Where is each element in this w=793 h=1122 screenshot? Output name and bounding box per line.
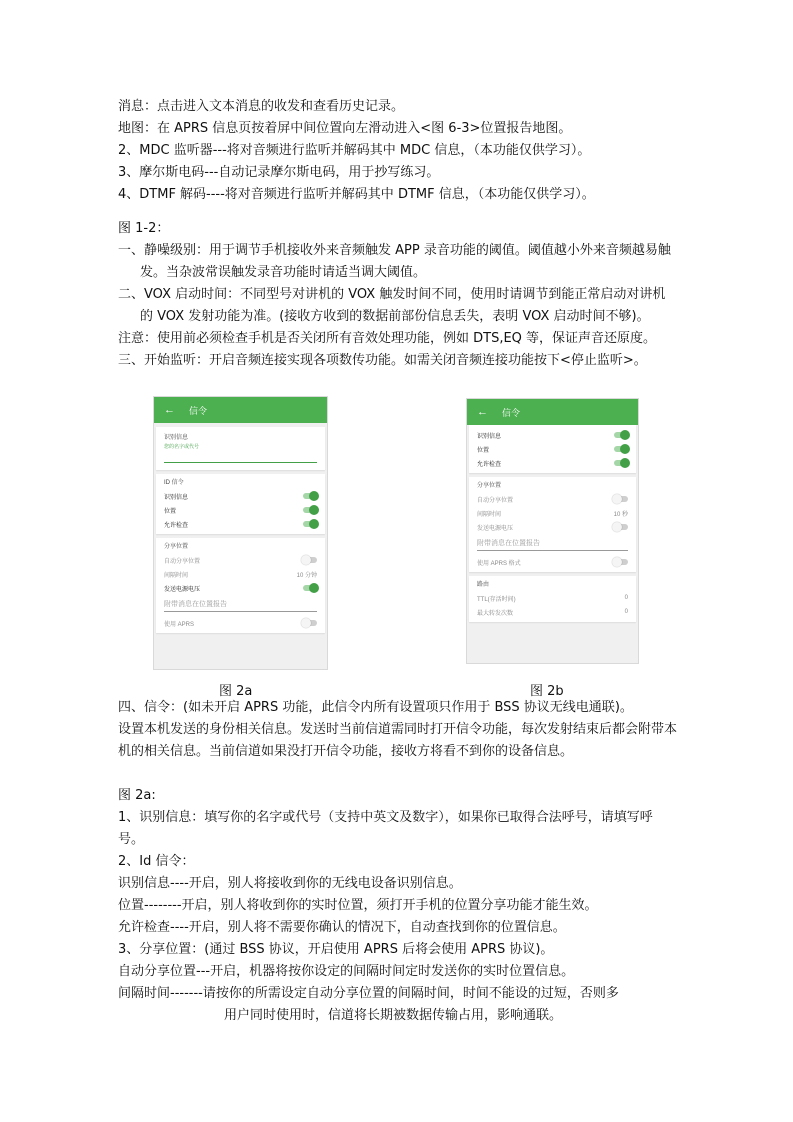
setting-row [164,581,317,595]
attach-message-input[interactable]: 附带消息在位置报告 [477,540,540,547]
setting-label: 自动分享位置 [477,497,514,504]
setting-label: 位置 [164,508,177,515]
signal-section [118,697,678,763]
setting-row [477,555,628,569]
setting-row [164,616,317,630]
setting-label: 间隔时间 [477,511,502,518]
route-card [469,576,636,622]
app-bar [154,397,327,423]
setting-row [477,456,628,470]
app-bar [467,399,638,425]
hops-value: 0 [624,609,628,615]
text-line: 允许检查----开启，别人将不需要你确认的情况下，自动查找到你的位置信息。 [118,920,566,935]
setting-row [477,428,628,442]
setting-label: 最大转发次数 [477,610,514,617]
interval-value: 10 分钟 [296,572,317,579]
text-line: 3、分享位置：(通过 BSS 协议，开启使用 APRS 后将会使用 APRS 协议)。 [118,942,554,957]
interval-value: 10 秒 [613,511,628,518]
setting-row[interactable] [164,567,317,581]
paragraph-note: 注意：使用前必须检查手机是否关闭所有音效处理功能，例如 DTS,EQ 等，保证声音还原度。 [118,331,657,346]
setting-label: 识别信息 [164,494,189,501]
setting-row [164,517,317,531]
attach-message-input[interactable]: 附带消息在位置报告 [164,601,227,608]
setting-label: 位置 [477,447,490,454]
figure-2b-screenshot [466,398,639,664]
setting-label: 发送电源电压 [164,586,201,593]
setting-row[interactable] [477,605,628,619]
allow-check-toggle[interactable] [614,460,628,466]
allow-check-toggle[interactable] [303,521,317,527]
text-line: 1、识别信息：填写你的名字或代号（支持中英文及数字），如果你已取得合法呼号，请填写呼号。 [118,810,653,847]
auto-share-toggle[interactable] [303,557,317,563]
app-bar-title: 信令 [189,405,208,416]
text-line: 四、信令：(如未开启 APRS 功能，此信令内所有设置项只作用于 BSS 协议无线电通联)。 [118,700,633,715]
setting-row [164,489,317,503]
setting-row [164,503,317,517]
setting-row[interactable] [477,591,628,605]
intro-section [118,96,678,206]
setting-row[interactable] [477,506,628,520]
ident-label: 识别信息 [164,435,189,441]
route-title: 路由 [477,582,490,588]
id-signal-card [469,425,636,473]
text-line: 自动分享位置---开启，机器将按你设定的间隔时间定时发送你的实时位置信息。 [118,964,575,979]
setting-label: 间隔时间 [164,572,189,579]
setting-label: 使用 APRS 格式 [477,560,521,567]
setting-label: 自动分享位置 [164,558,201,565]
setting-label: 识别信息 [477,433,502,440]
voltage-toggle[interactable] [614,524,628,530]
ident-card [156,427,325,470]
back-arrow-icon[interactable]: ← [164,404,175,416]
section-heading: 图 2a: [118,788,156,803]
setting-label: 使用 APRS [164,621,195,628]
ident-input-underline [164,462,317,463]
text-line: 4、DTMF 解码----将对音频进行监听并解码其中 DTMF 信息，（本功能仅供学习）。 [118,187,595,202]
attach-message-underline [164,611,317,612]
setting-row [477,520,628,534]
figure-2b-caption: 图 2b [530,684,564,699]
setting-label: 发送电源电压 [477,525,514,532]
text-line: 消息：点击进入文本消息的收发和查看历史记录。 [118,99,405,114]
text-line: 2、Id 信令： [118,854,195,869]
share-position-title: 分享位置 [477,483,502,489]
paragraph-start-listen: 三、开始监听：开启音频连接实现各项数传功能。如需关闭音频连接功能按下<停止监听>。 [118,353,647,368]
app-bar-title: 信令 [502,407,521,418]
text-line: 识别信息----开启，别人将接收到你的无线电设备识别信息。 [118,876,462,891]
use-aprs-toggle[interactable] [614,559,628,565]
text-line: 2、MDC 监听器---将对音频进行监听并解码其中 MDC 信息，（本功能仅供学习）。 [118,143,591,158]
setting-row [477,442,628,456]
auto-share-toggle[interactable] [614,496,628,502]
setting-row [164,553,317,567]
id-signal-card [156,474,325,534]
figure-2a-screenshot [153,396,328,670]
ttl-value: 0 [624,595,628,601]
figure-2a-section [118,785,678,1027]
back-arrow-icon[interactable]: ← [477,406,488,418]
text-line: 间隔时间-------请按你的所需设定自动分享位置的间隔时间，时间不能设的过短，否则多 [118,986,619,1001]
text-line: 用户同时使用时，信道将长期被数据传输占用，影响通联。 [224,1008,563,1023]
text-line: 3、摩尔斯电码---自动记录摩尔斯电码，用于抄写练习。 [118,165,440,180]
setting-row [477,492,628,506]
paragraph-vox: 二、VOX 启动时间：不同型号对讲机的 VOX 触发时间不同，使用时请调节到能正常启动对讲机的 VOX 发射功能为准。(接收方收到的数据前部份信息丢失，表明 VOX 启动时间不够)。 [118,287,666,324]
ident-toggle[interactable] [614,432,628,438]
position-toggle[interactable] [303,507,317,513]
use-aprs-toggle[interactable] [303,620,317,626]
share-position-card [469,477,636,572]
text-line: 设置本机发送的身份相关信息。发送时当前信道需同时打开信令功能，每次发射结束后都会附带本机的相关信息。当前信道如果没打开信令功能，接收方将看不到你的设备信息。 [118,722,678,759]
setting-label: 允许检查 [477,461,502,468]
setting-label: 允许检查 [164,522,189,529]
figure-2a-caption: 图 2a [219,684,253,699]
setting-label: TTL(存活时间) [477,596,516,603]
position-toggle[interactable] [614,446,628,452]
voltage-toggle[interactable] [303,585,317,591]
ident-input[interactable]: 您的名字或代号 [164,444,200,450]
text-line: 地图：在 APRS 信息页按着屏中间位置向左滑动进入<图 6-3>位置报告地图。 [118,121,572,136]
share-position-title: 分享位置 [164,544,189,550]
ident-toggle[interactable] [303,493,317,499]
section-heading: 图 1-2： [118,221,170,236]
id-signal-title: ID 信令 [164,480,184,486]
share-position-card [156,538,325,633]
attach-message-underline [477,550,628,551]
figure-1-2-section [118,218,678,372]
paragraph-squelch: 一、静噪级别：用于调节手机接收外来音频触发 APP 录音功能的阈值。阈值越小外来音频越易触发。当杂波常误触发录音功能时请适当调大阈值。 [118,243,671,280]
text-line: 位置--------开启，别人将收到你的实时位置，须打开手机的位置分享功能才能生效。 [118,898,598,913]
